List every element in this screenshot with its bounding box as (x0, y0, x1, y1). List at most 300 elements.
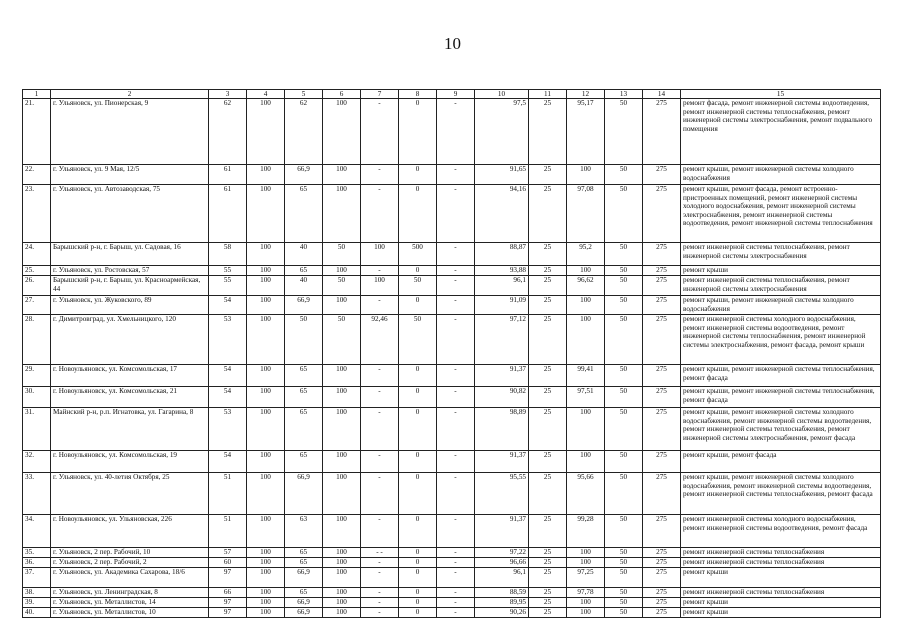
value-cell: 96,1 (475, 568, 529, 588)
value-cell: 51 (209, 515, 247, 548)
value-cell: 100 (567, 548, 605, 558)
table-row (23, 99, 881, 165)
value-cell: 50 (605, 387, 643, 408)
column-header-cell: 14 (643, 90, 681, 99)
value-cell: 66 (209, 588, 247, 598)
value-cell: 65 (285, 185, 323, 243)
value-cell: 25 (529, 548, 567, 558)
column-header-cell: 13 (605, 90, 643, 99)
value-cell: - (361, 588, 399, 598)
value-cell: - (437, 451, 475, 473)
value-cell: 63 (285, 515, 323, 548)
value-cell: 100 (323, 548, 361, 558)
works-cell: ремонт инженерной системы теплоснабжения (681, 558, 881, 568)
value-cell: 275 (643, 598, 681, 608)
value-cell: - (437, 243, 475, 266)
value-cell: 60 (209, 558, 247, 568)
value-cell: 50 (605, 243, 643, 266)
value-cell: 100 (323, 387, 361, 408)
value-cell: 25 (529, 558, 567, 568)
value-cell: 0 (399, 515, 437, 548)
address-cell: г. Новоульяновск, ул. Комсомольская, 21 (51, 387, 209, 408)
works-cell: ремонт крыши, ремонт инженерной системы холодного водоснабжения, ремонт инженерной системы водоотведения, ремонт инженерной системы теплоснабжения, ремонт фасада (681, 473, 881, 515)
address-cell: г. Ульяновск, 2 пер. Рабочий, 2 (51, 558, 209, 568)
table-row (23, 296, 881, 315)
value-cell: - (437, 185, 475, 243)
value-cell: 25 (529, 99, 567, 165)
address-cell: г. Новоульяновск, ул. Комсомольская, 19 (51, 451, 209, 473)
value-cell: 96,66 (475, 558, 529, 568)
value-cell: 50 (605, 165, 643, 185)
value-cell: 25 (529, 598, 567, 608)
works-cell: ремонт крыши, ремонт фасада, ремонт встроенно-пристроенных помещений, ремонт инженерной системы холодного водоснабжения, ремонт инженерной системы электроснабжения, ремонт инженерной системы водоотведения, ремонт инженерной системы теплоснабжения (681, 185, 881, 243)
row-number-cell: 29. (23, 365, 51, 387)
value-cell: 0 (399, 266, 437, 276)
value-cell: - (361, 598, 399, 608)
column-header-cell: 9 (437, 90, 475, 99)
table-row (23, 408, 881, 451)
value-cell: 65 (285, 266, 323, 276)
works-cell: ремонт инженерной системы холодного водоснабжения, ремонт инженерной системы водоотведения, ремонт фасада (681, 515, 881, 548)
value-cell: - (437, 473, 475, 515)
page-number: 10 (444, 34, 461, 53)
value-cell: 91,37 (475, 365, 529, 387)
address-cell: г. Новоульяновск, ул. Ульяновская, 226 (51, 515, 209, 548)
value-cell: 275 (643, 243, 681, 266)
value-cell: - (437, 598, 475, 608)
value-cell: 97,78 (567, 588, 605, 598)
value-cell: 95,55 (475, 473, 529, 515)
value-cell: 50 (605, 266, 643, 276)
value-cell: 54 (209, 365, 247, 387)
address-cell: Майнский р-н, р.п. Игнатовка, ул. Гагарина, 8 (51, 408, 209, 451)
value-cell: 61 (209, 165, 247, 185)
value-cell: 100 (247, 558, 285, 568)
value-cell: - (361, 473, 399, 515)
value-cell: 99,41 (567, 365, 605, 387)
value-cell: 25 (529, 451, 567, 473)
table-row (23, 451, 881, 473)
row-number-cell: 32. (23, 451, 51, 473)
works-cell: ремонт инженерной системы теплоснабжения, ремонт инженерной системы электроснабжения (681, 276, 881, 296)
value-cell: 62 (209, 99, 247, 165)
table-row (23, 243, 881, 266)
value-cell: - (437, 588, 475, 598)
column-header-cell: 4 (247, 90, 285, 99)
value-cell: 66,9 (285, 165, 323, 185)
value-cell: 94,16 (475, 185, 529, 243)
value-cell: 0 (399, 408, 437, 451)
value-cell: 100 (323, 451, 361, 473)
value-cell: 91,09 (475, 296, 529, 315)
value-cell: 100 (323, 266, 361, 276)
value-cell: 100 (323, 568, 361, 588)
address-cell: г. Ульяновск, ул. Ростовская, 57 (51, 266, 209, 276)
address-cell: г. Ульяновск, ул. Жуковского, 89 (51, 296, 209, 315)
column-number-header (23, 90, 881, 99)
value-cell: 100 (247, 387, 285, 408)
value-cell: 50 (605, 451, 643, 473)
value-cell: 275 (643, 515, 681, 548)
value-cell: 65 (285, 558, 323, 568)
address-cell: г. Ульяновск, ул. Металлистов, 10 (51, 608, 209, 618)
value-cell: 97 (209, 608, 247, 618)
value-cell: 50 (605, 568, 643, 588)
address-cell: Барышский р-н, г. Барыш, ул. Садовая, 16 (51, 243, 209, 266)
row-number-cell: 27. (23, 296, 51, 315)
address-cell: г. Новоульяновск, ул. Комсомольская, 17 (51, 365, 209, 387)
value-cell: 25 (529, 243, 567, 266)
table-row (23, 558, 881, 568)
row-number-cell: 26. (23, 276, 51, 296)
value-cell: 100 (247, 608, 285, 618)
value-cell: 91,37 (475, 451, 529, 473)
value-cell: 50 (605, 588, 643, 598)
value-cell: 66,9 (285, 598, 323, 608)
value-cell: 50 (605, 276, 643, 296)
value-cell: 53 (209, 315, 247, 365)
value-cell: - (437, 608, 475, 618)
works-cell: ремонт крыши (681, 266, 881, 276)
value-cell: - (361, 296, 399, 315)
value-cell: - (361, 608, 399, 618)
value-cell: 50 (605, 515, 643, 548)
value-cell: 53 (209, 408, 247, 451)
value-cell: - (437, 548, 475, 558)
value-cell: 100 (247, 548, 285, 558)
address-cell: г. Ульяновск, ул. Академика Сахарова, 18/6 (51, 568, 209, 588)
row-number-cell: 24. (23, 243, 51, 266)
row-number-cell: 30. (23, 387, 51, 408)
value-cell: 96,1 (475, 276, 529, 296)
column-header-cell: 1 (23, 90, 51, 99)
value-cell: 66,9 (285, 473, 323, 515)
value-cell: 50 (605, 315, 643, 365)
value-cell: - (361, 451, 399, 473)
value-cell: - (361, 408, 399, 451)
value-cell: 65 (285, 365, 323, 387)
value-cell: 66,9 (285, 568, 323, 588)
value-cell: 58 (209, 243, 247, 266)
value-cell: 50 (605, 185, 643, 243)
value-cell: - (437, 99, 475, 165)
value-cell: 0 (399, 451, 437, 473)
value-cell: 25 (529, 473, 567, 515)
table-row (23, 165, 881, 185)
value-cell: 98,89 (475, 408, 529, 451)
value-cell: 100 (247, 243, 285, 266)
value-cell: 275 (643, 408, 681, 451)
value-cell: 100 (323, 515, 361, 548)
value-cell: 50 (605, 608, 643, 618)
table-row (23, 276, 881, 296)
column-header-cell: 2 (51, 90, 209, 99)
row-number-cell: 36. (23, 558, 51, 568)
value-cell: 0 (399, 568, 437, 588)
value-cell: 100 (323, 598, 361, 608)
value-cell: 92,46 (361, 315, 399, 365)
value-cell: 25 (529, 165, 567, 185)
value-cell: 0 (399, 473, 437, 515)
value-cell: 275 (643, 296, 681, 315)
value-cell: 100 (247, 588, 285, 598)
value-cell: 0 (399, 608, 437, 618)
value-cell: 0 (399, 99, 437, 165)
value-cell: 275 (643, 387, 681, 408)
value-cell: 97,25 (567, 568, 605, 588)
row-number-cell: 21. (23, 99, 51, 165)
column-header-cell: 7 (361, 90, 399, 99)
works-cell: ремонт крыши (681, 598, 881, 608)
value-cell: 55 (209, 276, 247, 296)
value-cell: 54 (209, 296, 247, 315)
value-cell: 66,9 (285, 296, 323, 315)
column-header-cell: 3 (209, 90, 247, 99)
row-number-cell: 31. (23, 408, 51, 451)
value-cell: - (361, 99, 399, 165)
value-cell: 100 (323, 296, 361, 315)
value-cell: - (437, 165, 475, 185)
value-cell: 50 (323, 315, 361, 365)
value-cell: 89,95 (475, 598, 529, 608)
value-cell: 275 (643, 165, 681, 185)
value-cell: 91,37 (475, 515, 529, 548)
works-cell: ремонт крыши (681, 608, 881, 618)
works-cell: ремонт фасада, ремонт инженерной системы водоотведения, ремонт инженерной системы теплоснабжения, ремонт инженерной системы электроснабжения, ремонт подвального помещения (681, 99, 881, 165)
row-number-cell: 35. (23, 548, 51, 558)
row-number-cell: 33. (23, 473, 51, 515)
value-cell: 0 (399, 387, 437, 408)
address-cell: г. Ульяновск, ул. Пионерская, 9 (51, 99, 209, 165)
works-cell: ремонт крыши, ремонт фасада (681, 451, 881, 473)
value-cell: 65 (285, 451, 323, 473)
value-cell: 50 (605, 473, 643, 515)
works-cell: ремонт крыши, ремонт инженерной системы теплоснабжения, ремонт фасада (681, 387, 881, 408)
value-cell: 50 (605, 558, 643, 568)
column-header-cell: 10 (475, 90, 529, 99)
value-cell: 25 (529, 296, 567, 315)
works-cell: ремонт инженерной системы теплоснабжения (681, 588, 881, 598)
row-number-cell: 38. (23, 588, 51, 598)
column-header-cell: 8 (399, 90, 437, 99)
value-cell: - (437, 266, 475, 276)
table-row (23, 598, 881, 608)
value-cell: 97,22 (475, 548, 529, 558)
value-cell: - (361, 387, 399, 408)
table-row (23, 266, 881, 276)
value-cell: - (437, 315, 475, 365)
row-number-cell: 37. (23, 568, 51, 588)
value-cell: - (437, 515, 475, 548)
value-cell: - (437, 365, 475, 387)
value-cell: 100 (323, 365, 361, 387)
value-cell: 99,28 (567, 515, 605, 548)
value-cell: 25 (529, 276, 567, 296)
value-cell: 275 (643, 365, 681, 387)
value-cell: - (437, 387, 475, 408)
value-cell: 100 (247, 568, 285, 588)
works-cell: ремонт крыши, ремонт инженерной системы теплоснабжения, ремонт фасада (681, 365, 881, 387)
value-cell: 50 (605, 408, 643, 451)
value-cell: 54 (209, 451, 247, 473)
value-cell: 50 (399, 276, 437, 296)
value-cell: 100 (323, 588, 361, 598)
works-cell: ремонт инженерной системы теплоснабжения (681, 548, 881, 558)
value-cell: - (361, 185, 399, 243)
value-cell: - (361, 558, 399, 568)
value-cell: 100 (247, 315, 285, 365)
value-cell: 100 (247, 296, 285, 315)
value-cell: 57 (209, 548, 247, 558)
value-cell: 40 (285, 276, 323, 296)
table-row (23, 548, 881, 558)
address-cell: г. Ульяновск, ул. Автозаводская, 75 (51, 185, 209, 243)
value-cell: 100 (247, 365, 285, 387)
value-cell: 100 (567, 558, 605, 568)
column-header-cell: 5 (285, 90, 323, 99)
value-cell: 100 (567, 296, 605, 315)
value-cell: 100 (567, 165, 605, 185)
value-cell: 88,59 (475, 588, 529, 598)
value-cell: 65 (285, 588, 323, 598)
value-cell: 62 (285, 99, 323, 165)
value-cell: 100 (247, 598, 285, 608)
row-number-cell: 40. (23, 608, 51, 618)
value-cell: 97,5 (475, 99, 529, 165)
table-row (23, 185, 881, 243)
value-cell: 100 (567, 608, 605, 618)
value-cell: 97,08 (567, 185, 605, 243)
value-cell: 100 (567, 266, 605, 276)
table-body (23, 90, 881, 618)
value-cell: - (361, 365, 399, 387)
value-cell: 91,65 (475, 165, 529, 185)
address-cell: Барышский р-н, г. Барыш, ул. Красноармейская, 44 (51, 276, 209, 296)
value-cell: - (437, 296, 475, 315)
works-cell: ремонт крыши (681, 568, 881, 588)
value-cell: 0 (399, 365, 437, 387)
value-cell: 275 (643, 276, 681, 296)
value-cell: 275 (643, 558, 681, 568)
table-row (23, 608, 881, 618)
address-cell: г. Димитровград, ул. Хмельницкого, 120 (51, 315, 209, 365)
table-row (23, 515, 881, 548)
works-cell: ремонт инженерной системы теплоснабжения, ремонт инженерной системы электроснабжения (681, 243, 881, 266)
value-cell: 61 (209, 185, 247, 243)
value-cell: - (361, 266, 399, 276)
row-number-cell: 22. (23, 165, 51, 185)
value-cell: 100 (323, 165, 361, 185)
apartment-buildings-table (22, 89, 881, 618)
value-cell: - (361, 515, 399, 548)
value-cell: 275 (643, 473, 681, 515)
row-number-cell: 25. (23, 266, 51, 276)
value-cell: 65 (285, 548, 323, 558)
address-cell: г. Ульяновск, 2 пер. Рабочий, 10 (51, 548, 209, 558)
value-cell: 0 (399, 548, 437, 558)
value-cell: 100 (361, 243, 399, 266)
value-cell: 25 (529, 387, 567, 408)
table-row (23, 568, 881, 588)
value-cell: 50 (323, 243, 361, 266)
row-number-cell: 23. (23, 185, 51, 243)
value-cell: 275 (643, 588, 681, 598)
value-cell: 500 (399, 243, 437, 266)
value-cell: 275 (643, 548, 681, 558)
value-cell: 100 (567, 598, 605, 608)
value-cell: 100 (323, 99, 361, 165)
value-cell: 275 (643, 568, 681, 588)
value-cell: 25 (529, 315, 567, 365)
value-cell: 97,12 (475, 315, 529, 365)
value-cell: 100 (323, 473, 361, 515)
value-cell: 66,9 (285, 608, 323, 618)
value-cell: 50 (605, 598, 643, 608)
value-cell: - (437, 558, 475, 568)
value-cell: 25 (529, 185, 567, 243)
value-cell: 97 (209, 568, 247, 588)
address-cell: г. Ульяновск, ул. Ленинградская, 8 (51, 588, 209, 598)
value-cell: 65 (285, 387, 323, 408)
value-cell: 0 (399, 185, 437, 243)
value-cell: - (437, 568, 475, 588)
value-cell: - (361, 568, 399, 588)
value-cell: 40 (285, 243, 323, 266)
value-cell: - (437, 408, 475, 451)
value-cell: 50 (605, 548, 643, 558)
value-cell: 100 (567, 451, 605, 473)
value-cell: 0 (399, 558, 437, 568)
value-cell: 55 (209, 266, 247, 276)
row-number-cell: 34. (23, 515, 51, 548)
value-cell: 50 (323, 276, 361, 296)
value-cell: 25 (529, 408, 567, 451)
value-cell: 0 (399, 588, 437, 598)
value-cell: 100 (247, 473, 285, 515)
value-cell: 100 (247, 408, 285, 451)
value-cell: 25 (529, 266, 567, 276)
table-row (23, 315, 881, 365)
value-cell: 25 (529, 365, 567, 387)
address-cell: г. Ульяновск, ул. 40-летия Октября, 25 (51, 473, 209, 515)
value-cell: 25 (529, 568, 567, 588)
value-cell: 50 (285, 315, 323, 365)
value-cell: 100 (361, 276, 399, 296)
value-cell: 275 (643, 185, 681, 243)
value-cell: 100 (323, 608, 361, 618)
value-cell: 25 (529, 588, 567, 598)
column-header-cell: 11 (529, 90, 567, 99)
value-cell: 100 (323, 185, 361, 243)
works-cell: ремонт крыши, ремонт инженерной системы холодного водоснабжения (681, 165, 881, 185)
value-cell: 50 (605, 296, 643, 315)
value-cell: 100 (567, 315, 605, 365)
value-cell: 100 (247, 276, 285, 296)
value-cell: - - (361, 548, 399, 558)
value-cell: 50 (605, 365, 643, 387)
value-cell: 100 (247, 185, 285, 243)
value-cell: 95,66 (567, 473, 605, 515)
column-header-cell: 6 (323, 90, 361, 99)
value-cell: 95,17 (567, 99, 605, 165)
value-cell: 96,62 (567, 276, 605, 296)
value-cell: 275 (643, 99, 681, 165)
works-cell: ремонт крыши, ремонт инженерной системы холодного водоснабжения (681, 296, 881, 315)
table-row (23, 588, 881, 598)
address-cell: г. Ульяновск, ул. Металлистов, 14 (51, 598, 209, 608)
value-cell: 54 (209, 387, 247, 408)
value-cell: 25 (529, 515, 567, 548)
